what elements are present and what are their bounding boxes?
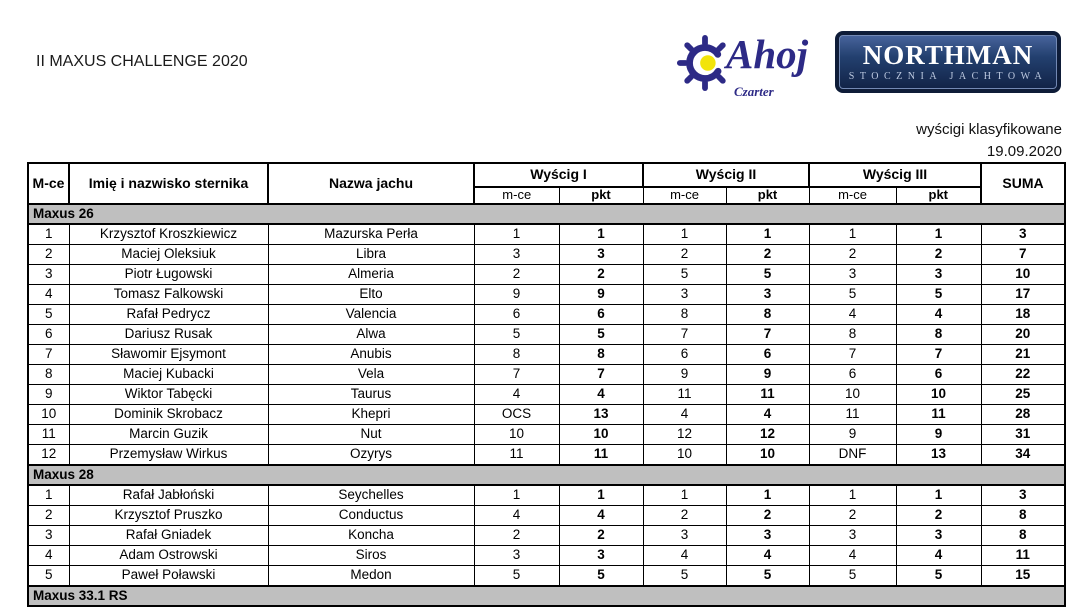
subheader-race2-place: m-ce: [643, 187, 726, 204]
skipper-cell: Sławomir Ejsymont: [69, 345, 268, 365]
race1-points-cell: 2: [559, 265, 643, 285]
race2-place-cell: 10: [643, 445, 726, 466]
subheader-race3-points: pkt: [896, 187, 981, 204]
skipper-cell: Rafał Gniadek: [69, 526, 268, 546]
race3-place-cell: 2: [809, 245, 896, 265]
yacht-cell: Ozyrys: [268, 445, 474, 466]
yacht-cell: Medon: [268, 566, 474, 587]
yacht-cell: Valencia: [268, 305, 474, 325]
race2-place-cell: 1: [643, 485, 726, 506]
race1-points-cell: 5: [559, 325, 643, 345]
race1-points-cell: 3: [559, 546, 643, 566]
race3-place-cell: 7: [809, 345, 896, 365]
place-cell: 2: [28, 245, 69, 265]
race3-points-cell: 9: [896, 425, 981, 445]
race1-place-cell: 2: [474, 526, 559, 546]
subheader-race1-points: pkt: [559, 187, 643, 204]
race2-place-cell: 3: [643, 526, 726, 546]
table-row: [28, 325, 1065, 345]
place-cell: 12: [28, 445, 69, 466]
race2-place-cell: 6: [643, 345, 726, 365]
skipper-cell: Wiktor Tabęcki: [69, 385, 268, 405]
race1-place-cell: 1: [474, 485, 559, 506]
race3-points-cell: 1: [896, 224, 981, 245]
sum-cell: 15: [981, 566, 1065, 587]
yacht-cell: Anubis: [268, 345, 474, 365]
col-header-place: M-ce: [28, 163, 69, 204]
table-row: [28, 405, 1065, 425]
race1-place-cell: 9: [474, 285, 559, 305]
race2-points-cell: 5: [726, 265, 809, 285]
race3-points-cell: 10: [896, 385, 981, 405]
race2-points-cell: 10: [726, 445, 809, 466]
race3-points-cell: 11: [896, 405, 981, 425]
race3-points-cell: 3: [896, 265, 981, 285]
race2-points-cell: 9: [726, 365, 809, 385]
race3-points-cell: 8: [896, 325, 981, 345]
race2-place-cell: 4: [643, 546, 726, 566]
race3-points-cell: 2: [896, 245, 981, 265]
place-cell: 3: [28, 265, 69, 285]
race2-place-cell: 2: [643, 506, 726, 526]
race1-place-cell: 11: [474, 445, 559, 466]
race1-place-cell: 2: [474, 265, 559, 285]
skipper-cell: Paweł Poławski: [69, 566, 268, 587]
race3-points-cell: 4: [896, 305, 981, 325]
race2-points-cell: 1: [726, 485, 809, 506]
skipper-cell: Krzysztof Kroszkiewicz: [69, 224, 268, 245]
race3-place-cell: 11: [809, 405, 896, 425]
race1-points-cell: 11: [559, 445, 643, 466]
table-row: [28, 566, 1065, 587]
race3-points-cell: 5: [896, 566, 981, 587]
subheader-race3-place: m-ce: [809, 187, 896, 204]
col-header-race2: Wyścig II: [643, 163, 809, 187]
ahoj-logo-subtitle: Czarter: [734, 84, 774, 99]
skipper-cell: Przemysław Wirkus: [69, 445, 268, 466]
race1-place-cell: 8: [474, 345, 559, 365]
table-row: [28, 385, 1065, 405]
skipper-cell: Marcin Guzik: [69, 425, 268, 445]
sum-cell: 25: [981, 385, 1065, 405]
yacht-cell: Nut: [268, 425, 474, 445]
race3-place-cell: 3: [809, 526, 896, 546]
yacht-cell: Mazurska Perła: [268, 224, 474, 245]
race3-place-cell: 6: [809, 365, 896, 385]
race3-place-cell: 4: [809, 546, 896, 566]
race2-place-cell: 7: [643, 325, 726, 345]
race2-points-cell: 7: [726, 325, 809, 345]
place-cell: 6: [28, 325, 69, 345]
race3-points-cell: 4: [896, 546, 981, 566]
table-row: [28, 245, 1065, 265]
table-row: [28, 506, 1065, 526]
race1-place-cell: 3: [474, 546, 559, 566]
table-row: [28, 224, 1065, 245]
race1-points-cell: 6: [559, 305, 643, 325]
race2-points-cell: 3: [726, 526, 809, 546]
place-cell: 9: [28, 385, 69, 405]
place-cell: 1: [28, 485, 69, 506]
race2-place-cell: 2: [643, 245, 726, 265]
table-row: [28, 526, 1065, 546]
race2-points-cell: 4: [726, 405, 809, 425]
section-header-label: Maxus 26: [28, 204, 1065, 224]
skipper-cell: Krzysztof Pruszko: [69, 506, 268, 526]
race1-place-cell: 1: [474, 224, 559, 245]
race2-place-cell: 3: [643, 285, 726, 305]
yacht-cell: Libra: [268, 245, 474, 265]
table-row: [28, 425, 1065, 445]
race2-points-cell: 2: [726, 245, 809, 265]
classification-note: wyścigi klasyfikowane: [916, 121, 1062, 138]
race1-place-cell: 6: [474, 305, 559, 325]
ahoj-logo-text: Ahoj: [726, 31, 809, 77]
subheader-race2-points: pkt: [726, 187, 809, 204]
sum-cell: 10: [981, 265, 1065, 285]
table-row: [28, 285, 1065, 305]
race3-points-cell: 3: [896, 526, 981, 546]
section-row: [28, 465, 1065, 485]
race1-place-cell: OCS: [474, 405, 559, 425]
race1-place-cell: 3: [474, 245, 559, 265]
race3-points-cell: 7: [896, 345, 981, 365]
race2-points-cell: 11: [726, 385, 809, 405]
race3-place-cell: 10: [809, 385, 896, 405]
race3-points-cell: 5: [896, 285, 981, 305]
ahoj-czarter-logo: [676, 28, 826, 106]
race3-place-cell: 9: [809, 425, 896, 445]
section-row: [28, 204, 1065, 224]
skipper-cell: Piotr Ługowski: [69, 265, 268, 285]
race2-place-cell: 12: [643, 425, 726, 445]
table-row: [28, 546, 1065, 566]
yacht-cell: Koncha: [268, 526, 474, 546]
col-header-skipper: Imię i nazwisko sternika: [69, 163, 268, 204]
sum-cell: 8: [981, 506, 1065, 526]
race1-points-cell: 13: [559, 405, 643, 425]
sum-cell: 22: [981, 365, 1065, 385]
skipper-cell: Adam Ostrowski: [69, 546, 268, 566]
place-cell: 11: [28, 425, 69, 445]
race3-place-cell: 3: [809, 265, 896, 285]
race3-place-cell: DNF: [809, 445, 896, 466]
skipper-cell: Maciej Kubacki: [69, 365, 268, 385]
table-row: [28, 365, 1065, 385]
sum-cell: 17: [981, 285, 1065, 305]
sum-cell: 20: [981, 325, 1065, 345]
section-header-label: Maxus 28: [28, 465, 1065, 485]
race1-points-cell: 3: [559, 245, 643, 265]
race2-points-cell: 5: [726, 566, 809, 587]
race1-points-cell: 4: [559, 385, 643, 405]
sum-cell: 28: [981, 405, 1065, 425]
place-cell: 10: [28, 405, 69, 425]
race1-place-cell: 7: [474, 365, 559, 385]
sum-cell: 31: [981, 425, 1065, 445]
race1-points-cell: 4: [559, 506, 643, 526]
race3-points-cell: 1: [896, 485, 981, 506]
yacht-cell: Khepri: [268, 405, 474, 425]
col-header-sum: SUMA: [981, 163, 1065, 204]
race2-place-cell: 11: [643, 385, 726, 405]
table-row: [28, 305, 1065, 325]
table-row: [28, 265, 1065, 285]
race2-place-cell: 5: [643, 566, 726, 587]
subheader-race1-place: m-ce: [474, 187, 559, 204]
table-row: [28, 345, 1065, 365]
race1-place-cell: 4: [474, 506, 559, 526]
race2-points-cell: 3: [726, 285, 809, 305]
race3-place-cell: 5: [809, 566, 896, 587]
race2-place-cell: 5: [643, 265, 726, 285]
place-cell: 5: [28, 566, 69, 587]
sum-cell: 3: [981, 485, 1065, 506]
northman-logo-text: NORTHMAN: [862, 40, 1034, 70]
sum-cell: 21: [981, 345, 1065, 365]
yacht-cell: Alwa: [268, 325, 474, 345]
northman-logo-subtitle: STOCZNIA JACHTOWA: [848, 71, 1048, 82]
section-row: [28, 586, 1065, 606]
race3-place-cell: 1: [809, 485, 896, 506]
race1-points-cell: 9: [559, 285, 643, 305]
skipper-cell: Dominik Skrobacz: [69, 405, 268, 425]
race2-place-cell: 9: [643, 365, 726, 385]
skipper-cell: Rafał Pedrycz: [69, 305, 268, 325]
race1-points-cell: 5: [559, 566, 643, 587]
race1-points-cell: 2: [559, 526, 643, 546]
northman-logo-panel: [839, 35, 1057, 89]
place-cell: 2: [28, 506, 69, 526]
skipper-cell: Maciej Oleksiuk: [69, 245, 268, 265]
race2-points-cell: 12: [726, 425, 809, 445]
skipper-cell: Tomasz Falkowski: [69, 285, 268, 305]
place-cell: 8: [28, 365, 69, 385]
results-table: [27, 162, 1066, 607]
yacht-cell: Siros: [268, 546, 474, 566]
yacht-cell: Elto: [268, 285, 474, 305]
place-cell: 3: [28, 526, 69, 546]
table-row: [28, 485, 1065, 506]
sum-cell: 34: [981, 445, 1065, 466]
table-row: [28, 445, 1065, 466]
race1-place-cell: 4: [474, 385, 559, 405]
col-header-race1: Wyścig I: [474, 163, 643, 187]
race2-points-cell: 6: [726, 345, 809, 365]
race2-place-cell: 4: [643, 405, 726, 425]
race2-place-cell: 1: [643, 224, 726, 245]
sum-cell: 3: [981, 224, 1065, 245]
race1-place-cell: 10: [474, 425, 559, 445]
page-title: II MAXUS CHALLENGE 2020: [36, 53, 248, 70]
place-cell: 4: [28, 546, 69, 566]
race3-points-cell: 6: [896, 365, 981, 385]
yacht-cell: Seychelles: [268, 485, 474, 506]
race1-place-cell: 5: [474, 325, 559, 345]
race1-points-cell: 10: [559, 425, 643, 445]
yacht-cell: Taurus: [268, 385, 474, 405]
race1-points-cell: 8: [559, 345, 643, 365]
yacht-cell: Vela: [268, 365, 474, 385]
northman-logo: [835, 31, 1061, 93]
race2-points-cell: 1: [726, 224, 809, 245]
yacht-cell: Almeria: [268, 265, 474, 285]
place-cell: 5: [28, 305, 69, 325]
col-header-yacht: Nazwa jachu: [268, 163, 474, 204]
col-header-race3: Wyścig III: [809, 163, 981, 187]
place-cell: 7: [28, 345, 69, 365]
section-header-label: Maxus 33.1 RS: [28, 586, 1065, 606]
race3-points-cell: 13: [896, 445, 981, 466]
sum-cell: 7: [981, 245, 1065, 265]
race3-place-cell: 1: [809, 224, 896, 245]
sum-cell: 18: [981, 305, 1065, 325]
yacht-cell: Conductus: [268, 506, 474, 526]
skipper-cell: Rafał Jabłoński: [69, 485, 268, 506]
race3-place-cell: 2: [809, 506, 896, 526]
place-cell: 1: [28, 224, 69, 245]
place-cell: 4: [28, 285, 69, 305]
skipper-cell: Dariusz Rusak: [69, 325, 268, 345]
event-date: 19.09.2020: [986, 143, 1062, 160]
race3-points-cell: 2: [896, 506, 981, 526]
race2-points-cell: 4: [726, 546, 809, 566]
race2-place-cell: 8: [643, 305, 726, 325]
race1-points-cell: 1: [559, 224, 643, 245]
sum-cell: 11: [981, 546, 1065, 566]
race1-place-cell: 5: [474, 566, 559, 587]
race1-points-cell: 1: [559, 485, 643, 506]
race3-place-cell: 8: [809, 325, 896, 345]
sum-cell: 8: [981, 526, 1065, 546]
race2-points-cell: 2: [726, 506, 809, 526]
race3-place-cell: 5: [809, 285, 896, 305]
race3-place-cell: 4: [809, 305, 896, 325]
race2-points-cell: 8: [726, 305, 809, 325]
race1-points-cell: 7: [559, 365, 643, 385]
